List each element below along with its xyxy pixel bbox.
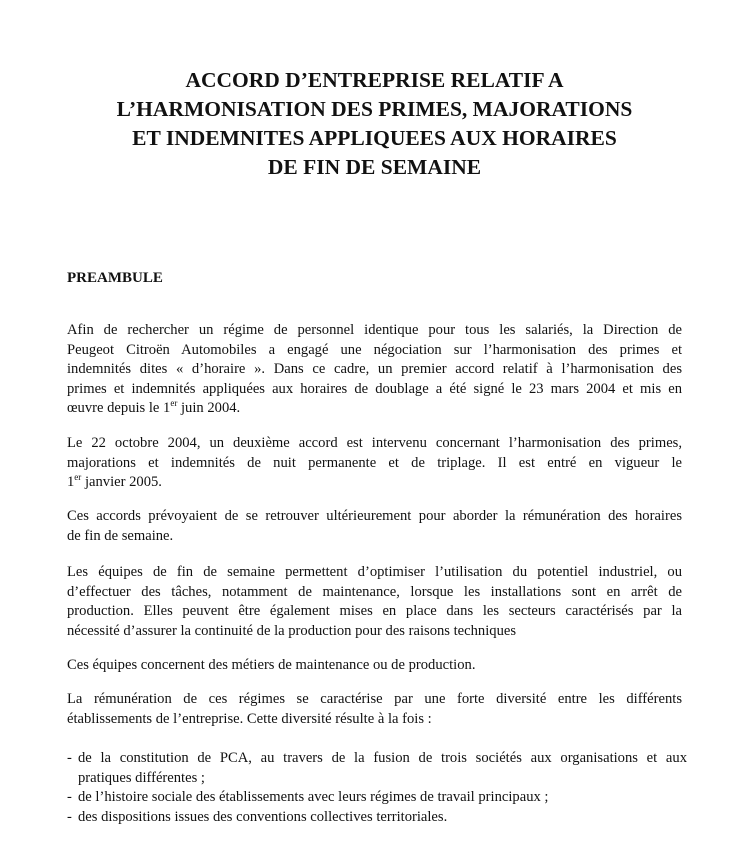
dash-bullet: - (67, 750, 72, 766)
paragraph-line: nécessité d’assurer la continuité de la production pour des raisons techniques (67, 622, 517, 639)
paragraph-line: majorations et indemnités de nuit permanente et de triplage. Il est entré en vigueur le (67, 454, 682, 471)
paragraph-6 (67, 690, 682, 729)
paragraph-line: Ces accords prévoyaient de se retrouver ultérieurement pour aborder la rémunération des horaires (67, 508, 682, 524)
paragraph-line: indemnités dites « d’horaire ». Dans ce cadre, un premier accord relatif à l’harmonisation des (67, 361, 682, 378)
paragraph-line: établissements de l’entreprise. Cette diversité résulte à la fois : (67, 710, 432, 727)
paragraph-line: Afin de rechercher un régime de personnel identique pour tous les salariés, la Direction de (67, 322, 682, 338)
paragraph-1 (67, 321, 682, 419)
text-run: 1 (67, 474, 75, 491)
text-run: juin 2004. (177, 400, 241, 417)
list-item-text: de la constitution de PCA, au travers de la fusion de trois sociétés aux organisations et aux (78, 750, 687, 766)
bullet-list (67, 749, 687, 827)
paragraph-line: La rémunération de ces régimes se caractérise par une forte diversité entre les différents (67, 691, 682, 707)
paragraph-line: Le 22 octobre 2004, un deuxième accord est intervenu concernant l’harmonisation des primes, (67, 435, 682, 451)
ordinal-suffix: er (170, 398, 178, 409)
text-run: janvier 2005. (81, 474, 162, 491)
paragraph-line: Ces équipes concernent des métiers de maintenance ou de production. (67, 657, 476, 673)
paragraph-line (67, 473, 682, 493)
text-run: œuvre depuis le 1 (67, 400, 171, 417)
ordinal-suffix: er (74, 472, 82, 483)
paragraph-line (67, 399, 682, 419)
list-item-text: des dispositions issues des conventions collectives territoriales. (78, 808, 448, 825)
paragraph-line: Les équipes de fin de semaine permettent d’optimiser l’utilisation du potentiel industriel, ou (67, 564, 682, 580)
title-line: L’HARMONISATION DES PRIMES, MAJORATIONS (116, 97, 633, 121)
list-item (67, 808, 687, 828)
paragraph-3 (67, 507, 682, 546)
section-heading-preambule: PREAMBULE (67, 270, 163, 286)
paragraph-2 (67, 434, 682, 493)
title-line: ACCORD D’ENTREPRISE RELATIF A (185, 68, 564, 92)
list-item (67, 749, 687, 788)
title-line: DE FIN DE SEMAINE (267, 155, 482, 179)
document-title (40, 66, 709, 182)
title-line: ET INDEMNITES APPLIQUEES AUX HORAIRES (132, 126, 617, 150)
list-item-text: de l’histoire sociale des établissements avec leurs régimes de travail principaux ; (78, 789, 549, 806)
paragraph-line: d’effectuer des tâches, notamment de maintenance, lorsque les installations sont en arrêt de (67, 583, 682, 600)
dash-bullet: - (67, 808, 72, 825)
dash-bullet: - (67, 789, 72, 806)
paragraph-line: Peugeot Citroën Automobiles a engagé une négociation sur l’harmonisation des primes et (67, 341, 682, 358)
paragraph-4 (67, 563, 682, 641)
list-item (67, 788, 687, 808)
paragraph-line: de fin de semaine. (67, 527, 174, 544)
paragraph-line: production. Elles peuvent être également mises en place dans les secteurs caractérisés par la (67, 603, 682, 620)
paragraph-line: primes et indemnités appliquées aux horaires de doublage a été signé le 23 mars 2004 et mis en (67, 380, 682, 397)
list-item-text: pratiques différentes ; (78, 769, 205, 786)
paragraph-5 (67, 656, 682, 676)
